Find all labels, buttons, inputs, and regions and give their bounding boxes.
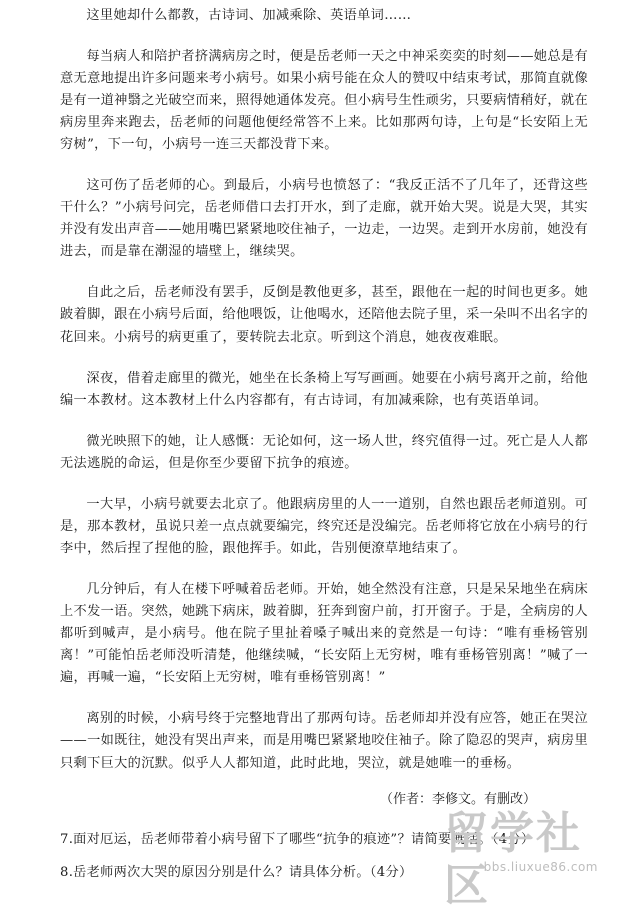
watermark-logo-text: 留学社区 (444, 808, 582, 911)
paragraph-4: 自此之后，岳老师没有罢手，反倒是教他更多，甚至，跟他在一起的时间也更多。她跛着脚，跟在小病号后面，给他喂饭，让他喝水，还陪他去院子里，采一朵叫不出名字的花回来。小病号的病更重了，要转院去北京。听到这个消息，她夜夜难眠。 (60, 285, 588, 345)
question-7: 7.面对厄运，岳老师带着小病号留下了哪些“抗争的痕迹”？请简要概括。（4分） (60, 832, 535, 848)
watermark-url: bbs.liuxue86.com (483, 860, 598, 874)
paragraph-8: 几分钟后，有人在楼下呼喊着岳老师。开始，她全然没有注意，只是呆呆地坐在病床上不发一语。突然，她跳下病床，跛着脚，狂奔到窗户前，打开窗子。于是，全病房的人都听到喊声，是小病号。他在院子里扯着嗓子喊出来的竟然是一句诗：“唯有垂杨管别离！”可能怕岳老师没听清楚，他继续喊，“长安陌上无穷树，唯有垂杨管别离！”喊了一遍，再喊一遍，“长安陌上无穷树，唯有垂杨管别离！” (60, 582, 588, 686)
paragraph-9: 离别的时候，小病号终于完整地背出了那两句诗。岳老师却并没有应答，她正在哭泣——一如既往，她没有哭出声来，而是用嘴巴紧紧地咬住袖子。除了隐忍的哭声，病房里只剩下巨大的沉默。似乎人人都知道，此时此地，哭泣，就是她唯一的垂杨。 (60, 711, 588, 771)
author-note: （作者：李修文。有删改） (380, 791, 537, 807)
site-watermark (444, 808, 604, 911)
paragraph-7: 一大早，小病号就要去北京了。他跟病房里的人一一道别，自然也跟岳老师道别。可是，那本教材，虽说只差一点点就要编完，终究还是没编完。岳老师将它放在小病号的行李中，然后捏了捏他的脸，跟他挥手。如此，告别便潦草地结束了。 (60, 496, 588, 557)
paragraph-3: 这可伤了岳老师的心。到最后，小病号也愤怒了：“我反正活不了几年了，还背这些干什么？”小病号问完，岳老师借口去打开水，到了走廊，就开始大哭。说是大哭，其实并没有发出声音——她用嘴巴紧紧地咬住袖子，一边走，一边哭。走到开水房前，她没有进去，而是靠在潮湿的墙壁上，继续哭。 (60, 178, 588, 260)
paragraph-2: 每当病人和陪护者挤满病房之时，便是岳老师一天之中神采奕奕的时刻——她总是有意无意地提出许多问题来考小病号。如果小病号能在众人的赞叹中结束考试，那简直就像是有一道神翳之光破空而来，照得她通体发亮。但小病号生性顽劣，只要病情稍好，就在病房里奔来跑去，岳老师的问题他便经常答不上来。比如那两句诗，上句是“长安陌上无穷树”，下一句，小病号一连三天都没背下来。 (60, 48, 588, 153)
paragraph-5: 深夜，借着走廊里的微光，她坐在长条椅上写写画画。她要在小病号离开之前，给他编一本教材。这本教材上什么内容都有，有古诗词，有加减乘除，也有英语单词。 (60, 370, 588, 408)
paragraph-1: 这里她却什么都教，古诗词、加减乘除、英语单词…… (86, 7, 412, 23)
paragraph-6: 微光映照下的她，让人感慨：无论如何，这一场人世，终究值得一过。死亡是人人都无法逃脱的命运，但是你至少要留下抗争的痕迹。 (60, 433, 588, 471)
question-8: 8.岳老师两次大哭的原因分别是什么？请具体分析。（4分） (60, 864, 413, 880)
